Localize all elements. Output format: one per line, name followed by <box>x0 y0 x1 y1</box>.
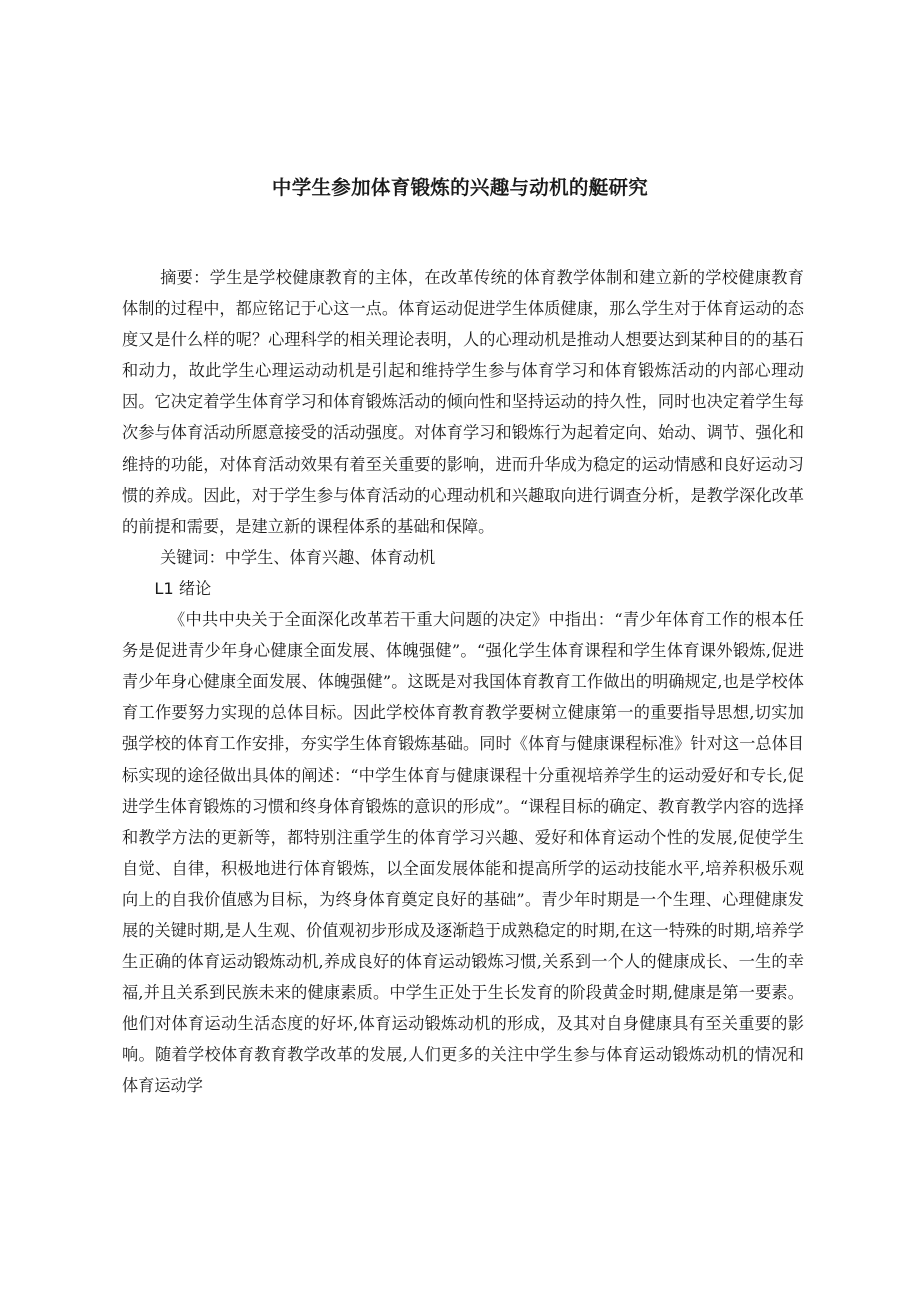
abstract-paragraph: 摘要：学生是学校健康教育的主体，在改革传统的体育教学体制和建立新的学校健康教育体制的过程中，都应铭记于心这一点。体育运动促进学生体质健康，那么学生对于体育运动的态度又是什么样的呢？心理科学的相关理论表明，人的心理动机是推动人想要达到某种目的的基石和动力，故此学生心理运动动机是引起和维持学生参与体育学习和体育锻炼活动的内部心理动因。它决定着学生体育学习和体育锻炼活动的倾向性和坚持运动的持久性，同时也决定着学生每次参与体育活动所愿意接受的活动强度。对体育学习和锻炼行为起着定向、始动、调节、强化和维持的功能，对体育活动效果有着至关重要的影响，进而升华成为稳定的运动情感和良好运动习惯的养成。因此，对于学生参与体育活动的心理动机和兴趣取向进行调查分析，是教学深化改革的前提和需要，是建立新的课程体系的基础和保障。 <box>122 268 804 536</box>
document-body <box>122 262 804 1102</box>
section-heading: L1 绪论 <box>154 578 212 598</box>
body-paragraph: 《中共中央关于全面深化改革若干重大问题的决定》中指出：“青少年体育工作的根本任务是促进青少年身心健康全面发展、体魄强健”。“强化学生体育课程和学生体育课外锻炼,促进青少年身心健康全面发展、体魄强健”。这既是对我国体育教育工作做出的明确规定,也是学校体育工作要努力实现的总体目标。因此学校体育教育教学要树立健康第一的重要指导思想,切实加强学校的体育工作安排，夯实学生体育锻炼基础。同时《体育与健康课程标准》针对这一总体目标实现的途径做出具体的阐述：“中学生体育与健康课程十分重视培养学生的运动爱好和专长,促进学生体育锻炼的习惯和终身体育锻炼的意识的形成”。“课程目标的确定、教育教学内容的选择和教学方法的更新等，都特别注重学生的体育学习兴趣、爱好和体育运动个性的发展,促使学生自觉、自律，积极地进行体育锻炼，以全面发展体能和提高所学的运动技能水平,培养积极乐观向上的自我价值感为目标，为终身体育奠定良好的基础”。青少年时期是一个生理、心理健康发展的关键时期,是人生观、价值观初步形成及逐渐趋于成熟稳定的时期,在这一特殊的时期,培养学生正确的体育运动锻炼动机,养成良好的体育运动锻炼习惯,关系到一个人的健康成长、一生的幸福,并且关系到民族未来的健康素质。中学生正处于生长发育的阶段黄金时期,健康是第一要素。他们对体育运动生活态度的好坏,体育运动锻炼动机的形成，及其对自身健康具有至关重要的影响。随着学校体育教育教学改革的发展,人们更多的关注中学生参与体育运动锻炼动机的情况和体育运动学 <box>122 610 804 1096</box>
document-title: 中学生参加体育锻炼的兴趣与动机的艇研究 <box>271 176 649 199</box>
keywords-line: 关键词：中学生、体育兴趣、体育动机 <box>160 547 436 567</box>
